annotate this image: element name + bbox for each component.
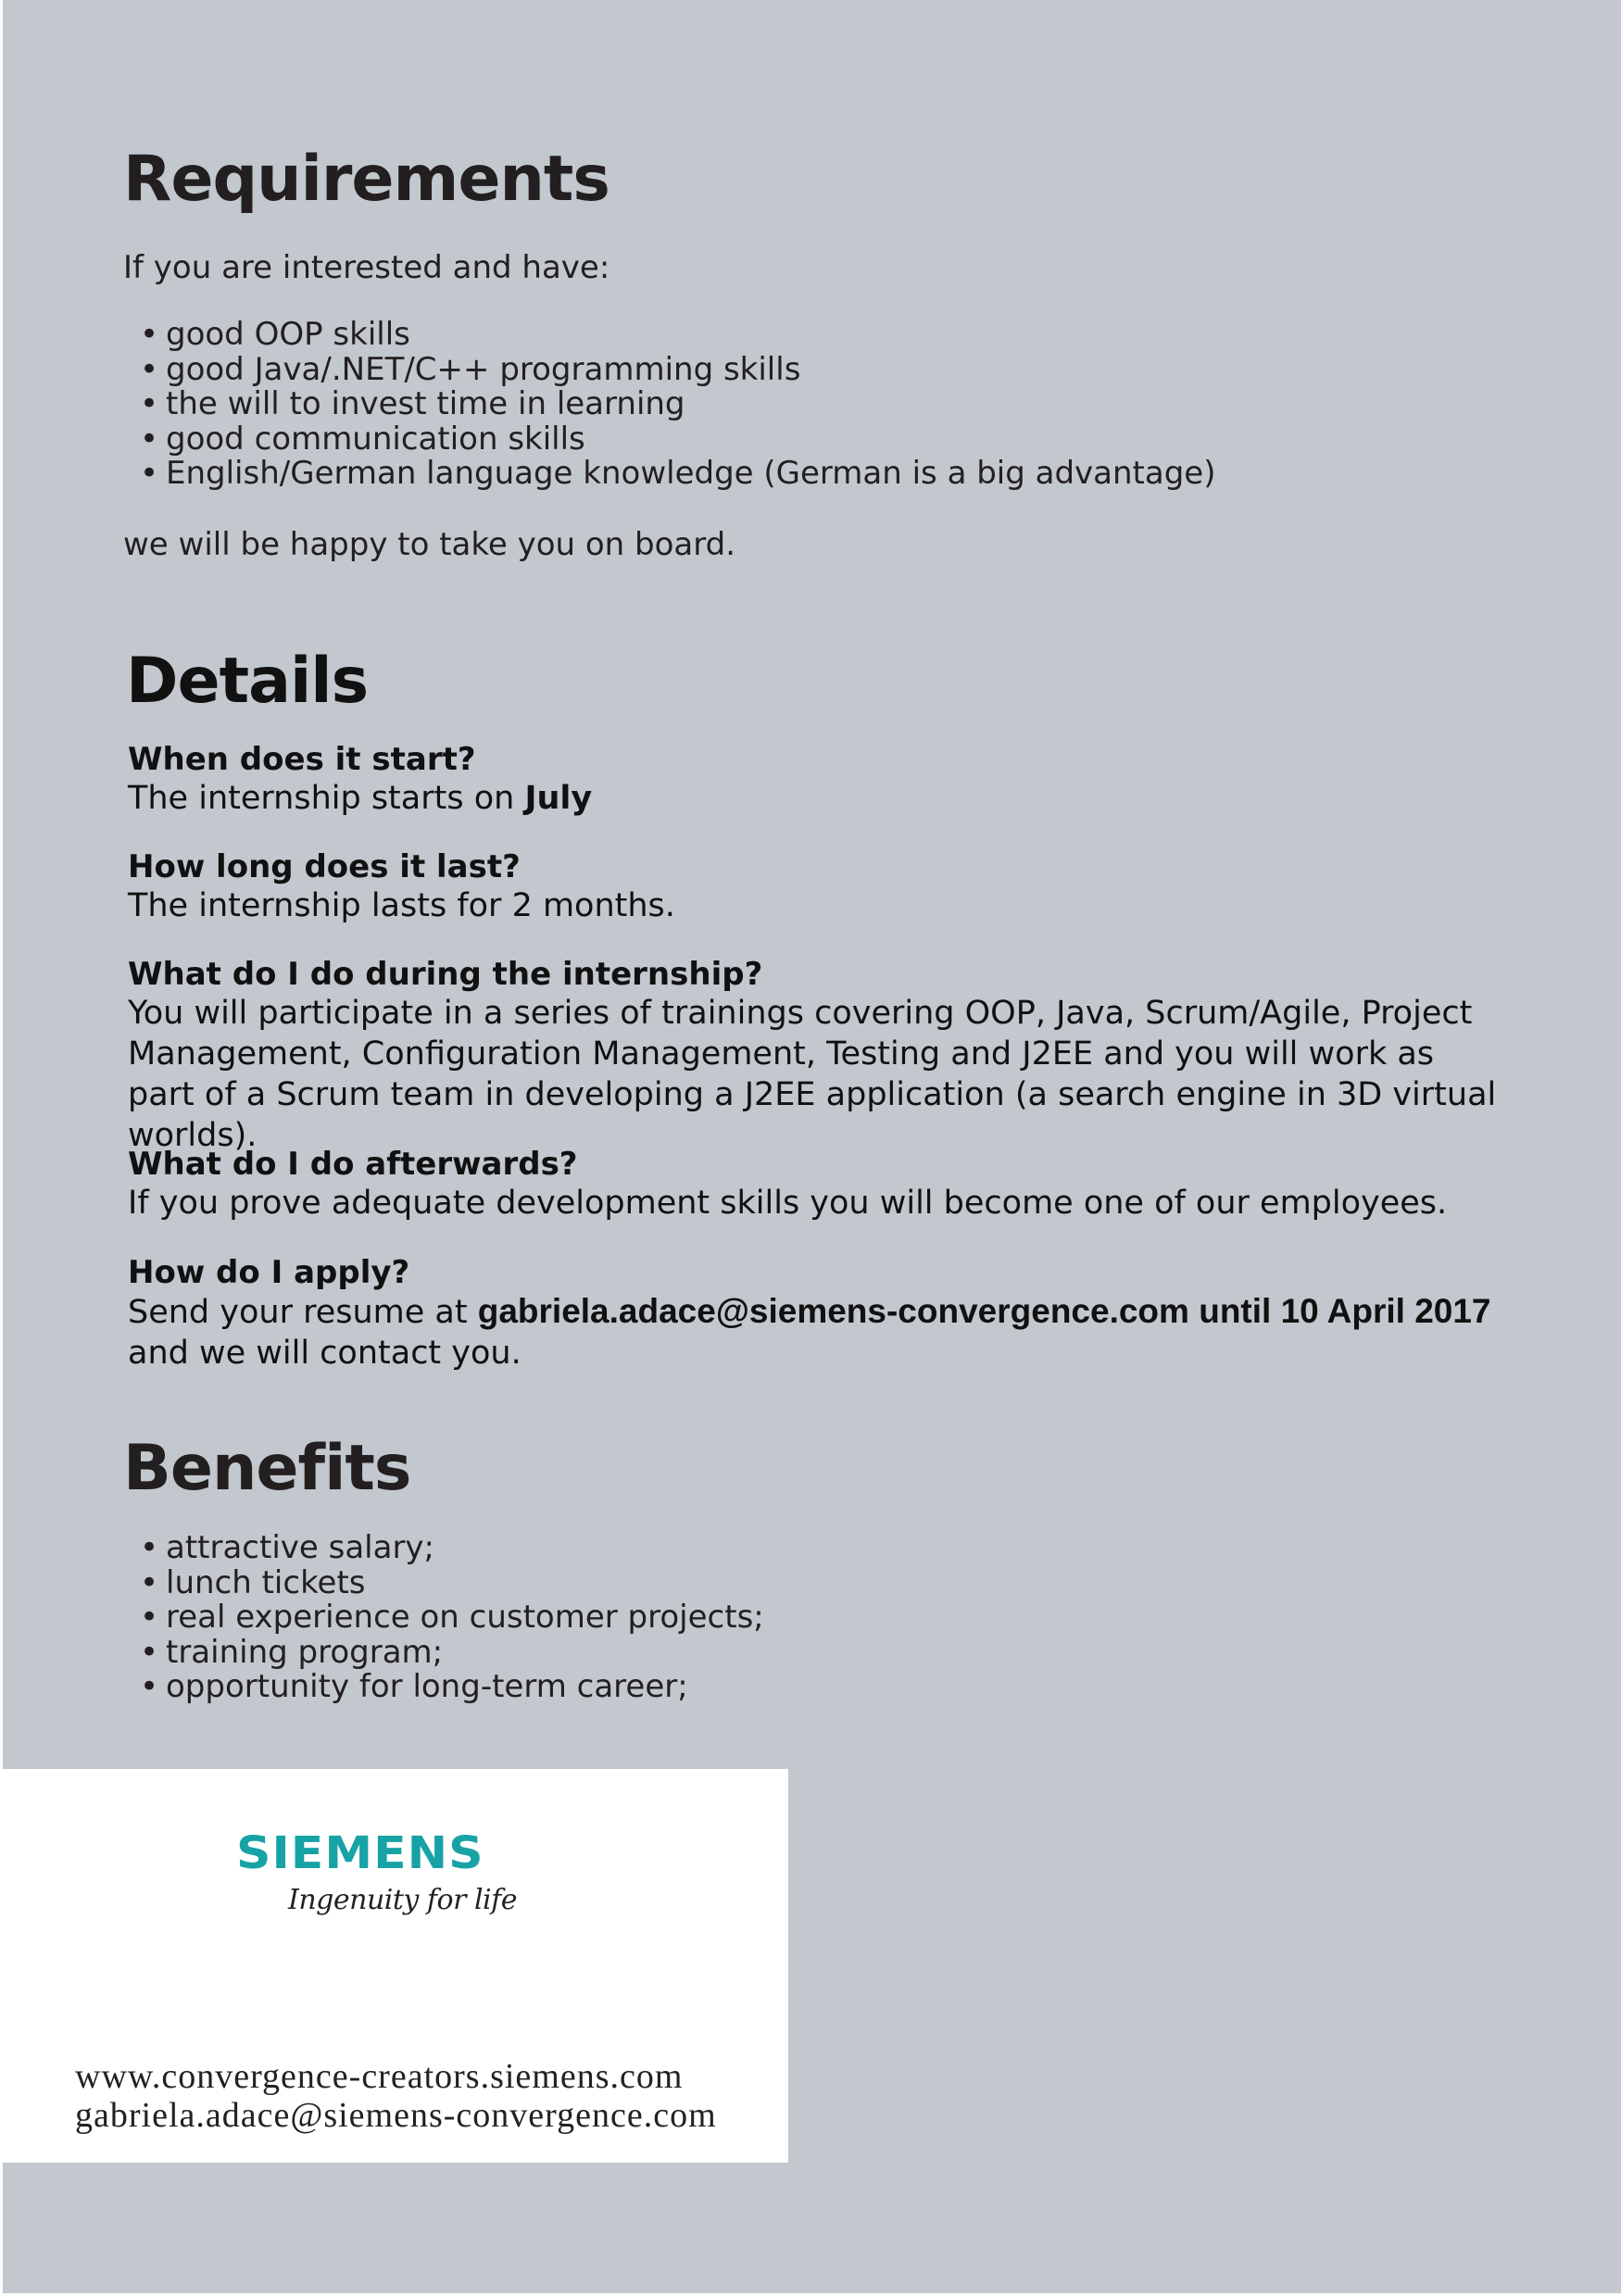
list-item: • lunch tickets xyxy=(140,1563,366,1601)
qa-apply xyxy=(128,1254,1508,1374)
bullet-icon: • xyxy=(140,1668,159,1705)
answer-apply: Send your resume at gabriela.adace@siemens-convergence.com until 10 April 2017 xyxy=(128,1292,1491,1331)
apply-email-link[interactable]: gabriela.adace@siemens-convergence.com xyxy=(477,1292,1189,1330)
flyer-page xyxy=(3,0,1621,2293)
question-afterwards: What do I do afterwards? xyxy=(128,1146,578,1183)
benefits-list xyxy=(140,1531,764,1705)
list-item: • English/German language knowledge (German is a big advantage) xyxy=(140,455,1216,492)
answer-afterwards: If you prove adequate development skills you will become one of our employees. xyxy=(128,1185,1448,1222)
requirements-list xyxy=(140,318,1216,492)
question-duration: How long does it last? xyxy=(128,848,521,885)
qa-during xyxy=(128,956,1508,1156)
qa-duration xyxy=(128,848,1508,926)
list-item: • opportunity for long-term career; xyxy=(140,1668,688,1705)
question-start: When does it start? xyxy=(128,741,476,778)
list-item: • training program; xyxy=(140,1633,444,1671)
requirements-closing: we will be happy to take you on board. xyxy=(123,526,736,563)
answer-duration: The internship lasts for 2 months. xyxy=(128,887,675,924)
siemens-logo: SIEMENS xyxy=(236,1828,484,1880)
logo-tagline: Ingenuity for life xyxy=(288,1884,517,1916)
bullet-icon: • xyxy=(140,1599,159,1636)
answer-start: The internship starts on July xyxy=(128,780,593,817)
list-item: • attractive salary; xyxy=(140,1529,435,1566)
bullet-icon: • xyxy=(140,1529,159,1566)
footer-box xyxy=(3,1769,788,2163)
list-item: • real experience on customer projects; xyxy=(140,1599,764,1636)
website-link[interactable]: www.convergence-creators.siemens.com xyxy=(75,2057,684,2096)
list-item: • the will to invest time in learning xyxy=(140,385,685,422)
list-item: • good Java/.NET/C++ programming skills xyxy=(140,350,801,388)
answer-during: You will participate in a series of trainings covering OOP, Java, Scrum/Agile, Project Management, Configuration Management, Testing and J2EE and you will work as part of a Scrum team in developing a J2EE application (a search engine in 3D virtual worlds). xyxy=(128,995,1497,1154)
apply-deadline: until 10 April 2017 xyxy=(1188,1292,1491,1330)
bullet-icon: • xyxy=(140,316,159,353)
footer-email-link[interactable]: gabriela.adace@siemens-convergence.com xyxy=(75,2096,717,2135)
bullet-icon: • xyxy=(140,385,159,422)
bullet-icon: • xyxy=(140,1633,159,1671)
answer-apply-suffix: and we will contact you. xyxy=(128,1335,521,1372)
question-during: What do I do during the internship? xyxy=(128,956,763,993)
benefits-heading: Benefits xyxy=(123,1432,411,1505)
requirements-intro: If you are interested and have: xyxy=(123,249,610,286)
list-item: • good OOP skills xyxy=(140,316,410,353)
qa-start xyxy=(128,741,1508,819)
requirements-heading: Requirements xyxy=(123,143,609,216)
bullet-icon: • xyxy=(140,350,159,388)
qa-afterwards xyxy=(128,1146,1508,1223)
details-heading: Details xyxy=(126,645,369,718)
bullet-icon: • xyxy=(140,420,159,458)
question-apply: How do I apply? xyxy=(128,1254,410,1291)
list-item: • good communication skills xyxy=(140,420,585,458)
bullet-icon: • xyxy=(140,1563,159,1601)
bullet-icon: • xyxy=(140,455,159,492)
start-month: July xyxy=(524,780,593,817)
